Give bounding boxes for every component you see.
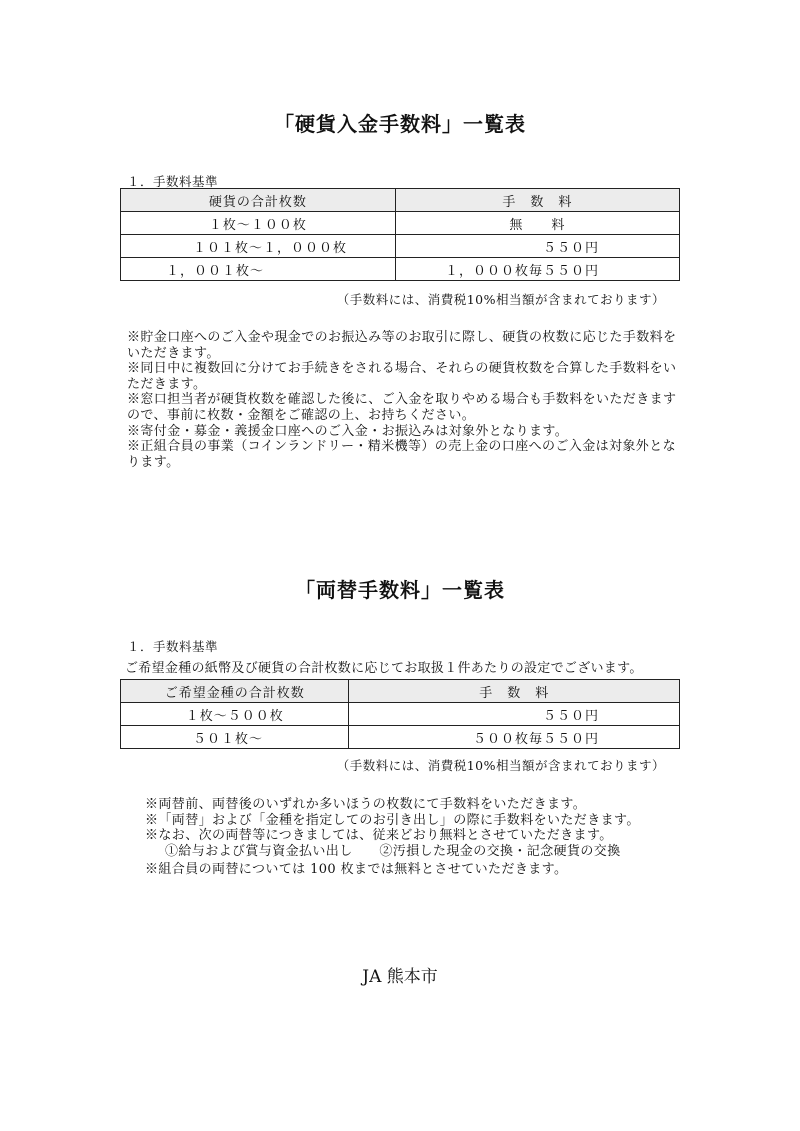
note-item: ※なお、次の両替等につきましては、従来どおり無料とさせていただきます。 — [145, 828, 613, 844]
table-row — [121, 235, 680, 258]
coin-count-cell: １枚～１００枚 — [121, 212, 396, 235]
exchange-fee-title: 「両替手数料」一覧表 — [295, 578, 505, 602]
fee-cell: ５００枚毎５５０円 — [349, 726, 680, 749]
denomination-count-cell: １枚～５００枚 — [121, 703, 349, 726]
table-header-row — [121, 189, 680, 212]
coin-count-cell: １０１枚～１，０００枚 — [121, 235, 396, 258]
exchange-tax-note: （手数料には、消費税10%相当額が含まれております） — [336, 758, 665, 773]
coin-count-cell: １，００１枚～ — [121, 258, 396, 281]
note-item: ※窓口担当者が硬貨枚数を確認した後に、ご入金を取りやめる場合も手数料をいただきますので、事前に枚数・金額をご確認の上、お持ちください。 — [127, 392, 677, 423]
table-row — [121, 703, 680, 726]
denomination-count-cell: ５０１枚～ — [121, 726, 349, 749]
fee-cell: ５５０円 — [349, 703, 680, 726]
note-item: ※組合員の両替については 100 枚までは無料とさせていただきます。 — [145, 862, 568, 878]
coin-fee-section-label: １．手数料基準 — [127, 174, 219, 189]
table-header-row — [121, 680, 680, 703]
table-row — [121, 258, 680, 281]
table-row — [121, 212, 680, 235]
note-item: ※寄付金・募金・義援金口座へのご入金・お振込みは対象外となります。 — [127, 423, 569, 439]
column-header-denomination-count: ご希望金種の合計枚数 — [121, 680, 349, 703]
column-header-fee: 手 数 料 — [395, 189, 679, 212]
footer-organization: JA 熊本市 — [362, 967, 438, 987]
note-item: ※「両替」および「金種を指定してのお引き出し」の際に手数料をいただきます。 — [145, 812, 640, 828]
table-row — [121, 726, 680, 749]
note-item: ※正組合員の事業（コインランドリー・精米機等）の売上金の口座へのご入金は対象外となります。 — [127, 439, 677, 470]
column-header-coin-count: 硬貨の合計枚数 — [121, 189, 396, 212]
column-header-fee: 手 数 料 — [349, 680, 680, 703]
fee-cell: ５５０円 — [395, 235, 679, 258]
note-item: ※両替前、両替後のいずれか多いほうの枚数にて手数料をいただきます。 — [145, 797, 587, 812]
exchange-fee-section-label: １．手数料基準 — [127, 639, 219, 654]
exchange-fee-table — [120, 679, 680, 749]
note-item: ※同日中に複数回に分けてお手続きをされる場合、それらの硬貨枚数を合算した手数料をいただきます。 — [127, 361, 677, 392]
note-item: ※貯金口座へのご入金や現金でのお振込み等のお取引に際し、硬貨の枚数に応じた手数料をいただきます。 — [127, 330, 677, 361]
exchange-fee-intro: ご希望金種の紙幣及び硬貨の合計枚数に応じてお取扱１件あたりの設定でございます。 — [125, 661, 643, 676]
note-item: ①給与および賞与資金払い出し ②汚損した現金の交換・記念硬貨の交換 — [165, 843, 621, 859]
coin-tax-note: （手数料には、消費税10%相当額が含まれております） — [336, 292, 665, 307]
coin-fee-table — [120, 188, 680, 281]
coin-fee-notes — [127, 330, 682, 470]
coin-fee-title: 「硬貨入金手数料」一覧表 — [274, 112, 526, 136]
fee-cell: １，０００枚毎５５０円 — [395, 258, 679, 281]
fee-cell: 無 料 — [395, 212, 679, 235]
exchange-fee-notes — [145, 797, 685, 878]
